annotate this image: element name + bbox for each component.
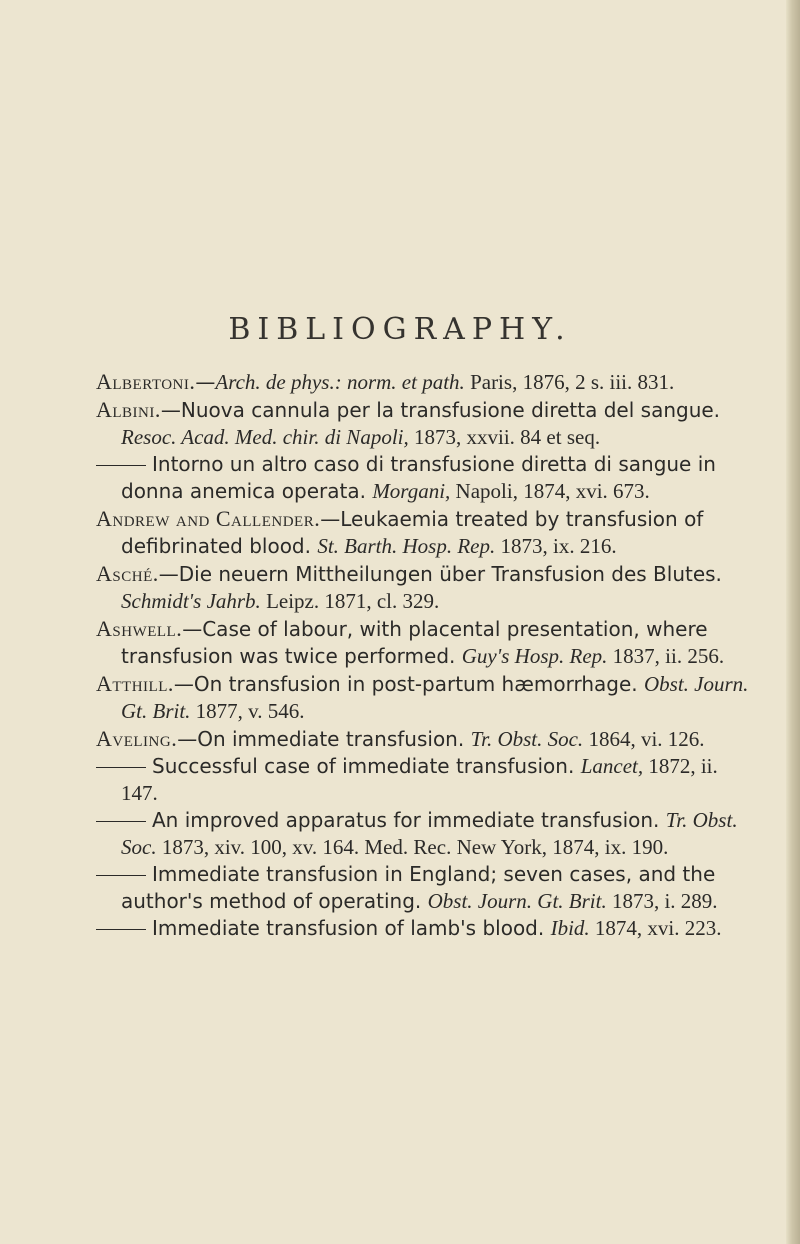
entry-author: Atthill. bbox=[96, 671, 174, 696]
entry-title: —Nuova cannula per la transfusione diretta del sangue. bbox=[160, 398, 721, 422]
ditto-dash bbox=[96, 821, 146, 822]
entry-title: —On transfusion in post-partum hæmorrhage. bbox=[173, 672, 644, 696]
entry-author: Aveling. bbox=[96, 726, 178, 751]
entry-ref: 1837, ii. 256. bbox=[607, 644, 725, 668]
entry-ref: 1877, v. 546. bbox=[190, 699, 305, 723]
entry-source: Obst. Journ. Gt. Brit. bbox=[121, 672, 749, 723]
entry-title: —Case of labour, with placental presentation, where transfusion was twice performed. bbox=[121, 617, 708, 668]
bibliography-entry bbox=[96, 560, 756, 615]
entry-title: Successful case of immediate transfusion. bbox=[152, 754, 581, 778]
entry-ref: 1873, i. 289. bbox=[606, 889, 718, 913]
bibliography-entry bbox=[96, 725, 756, 753]
entry-ref: Napoli, 1874, xvi. 673. bbox=[450, 479, 650, 503]
page-title: BIBLIOGRAPHY. bbox=[228, 312, 572, 347]
entry-source: Arch. de phys.: norm. et path. bbox=[215, 370, 465, 394]
ditto-dash bbox=[96, 929, 146, 930]
entry-title: —On immediate transfusion. bbox=[177, 727, 471, 751]
entry-source: Tr. Obst. Soc. bbox=[121, 808, 738, 859]
bibliography-list bbox=[96, 368, 756, 942]
entry-source: Resoc. Acad. Med. chir. di Napoli, bbox=[121, 425, 409, 449]
ditto-dash bbox=[96, 465, 146, 466]
entry-source: Ibid. bbox=[550, 916, 590, 940]
entry-author: Asché. bbox=[96, 561, 159, 586]
entry-author: Andrew and Callender. bbox=[96, 506, 321, 531]
entry-title: —Leukaemia treated by transfusion of defibrinated blood. bbox=[121, 507, 704, 558]
entry-author: Albertoni. bbox=[96, 369, 196, 394]
bibliography-entry bbox=[96, 505, 756, 560]
entry-ref: 1874, xvi. 223. bbox=[589, 916, 722, 940]
entry-title: —Die neuern Mittheilungen über Transfusion des Blutes. bbox=[158, 562, 722, 586]
entry-ref: 1873, xxvii. 84 et seq. bbox=[408, 425, 601, 449]
entry-title: Intorno un altro caso di transfusione diretta di sangue in donna anemica operata. bbox=[121, 452, 716, 503]
entry-ref: 1864, vi. 126. bbox=[583, 727, 705, 751]
entry-ref: Leipz. 1871, cl. 329. bbox=[260, 589, 440, 613]
bibliography-entry bbox=[96, 368, 756, 396]
page-edge bbox=[786, 0, 800, 1244]
entry-title: An improved apparatus for immediate transfusion. bbox=[152, 808, 666, 832]
entry-ref: 1872, ii. 147. bbox=[121, 754, 718, 805]
bibliography-entry bbox=[96, 396, 756, 451]
entry-ref: Paris, 1876, 2 s. iii. 831. bbox=[464, 370, 675, 394]
entry-title: Immediate transfusion of lamb's blood. bbox=[152, 916, 551, 940]
entry-author: Ashwell. bbox=[96, 616, 183, 641]
entry-author: Albini. bbox=[96, 397, 161, 422]
entry-title: Immediate transfusion in England; seven cases, and the author's method of operating. bbox=[121, 862, 716, 913]
bibliography-entry bbox=[96, 670, 756, 725]
bibliography-entry bbox=[96, 753, 756, 807]
entry-source: Obst. Journ. Gt. Brit. bbox=[427, 889, 607, 913]
entry-source: Lancet, bbox=[580, 754, 644, 778]
bibliography-entry bbox=[96, 807, 756, 861]
entry-source: Schmidt's Jahrb. bbox=[121, 589, 261, 613]
bibliography-entry bbox=[96, 615, 756, 670]
entry-source: Morgani, bbox=[372, 479, 451, 503]
bibliography-entry bbox=[96, 915, 756, 942]
ditto-dash bbox=[96, 875, 146, 876]
entry-title: — bbox=[195, 370, 216, 394]
entry-ref: 1873, ix. 216. bbox=[495, 534, 617, 558]
bibliography-entry bbox=[96, 451, 756, 505]
bibliography-entry bbox=[96, 861, 756, 915]
entry-source: St. Barth. Hosp. Rep. bbox=[317, 534, 496, 558]
entry-ref: 1873, xiv. 100, xv. 164. Med. Rec. New York, 1874, ix. 190. bbox=[156, 835, 669, 859]
entry-source: Tr. Obst. Soc. bbox=[470, 727, 584, 751]
ditto-dash bbox=[96, 767, 146, 768]
entry-source: Guy's Hosp. Rep. bbox=[461, 644, 608, 668]
